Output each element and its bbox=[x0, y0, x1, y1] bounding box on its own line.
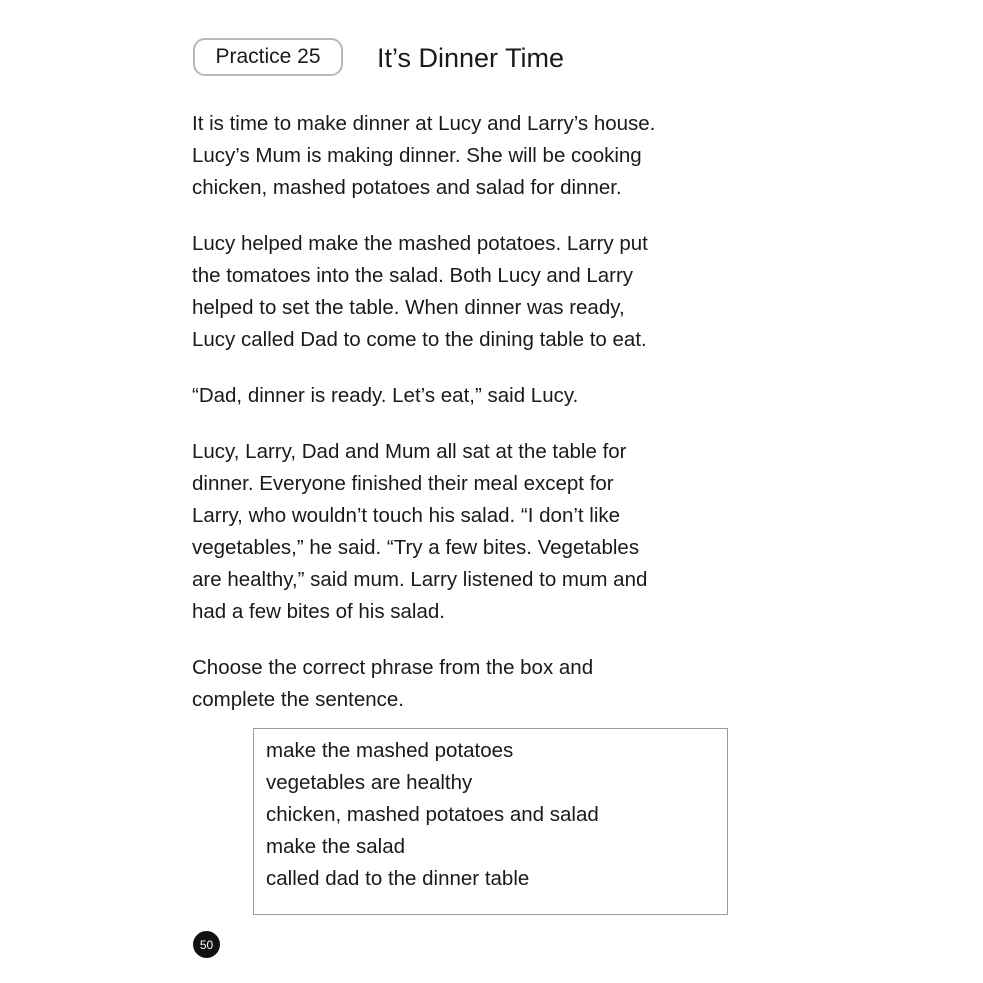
phrase-option: called dad to the dinner table bbox=[266, 867, 530, 890]
page-title: It’s Dinner Time bbox=[377, 43, 565, 73]
story-paragraph bbox=[192, 380, 712, 412]
phrase-option: make the mashed potatoes bbox=[266, 739, 514, 762]
text-line: Larry, who wouldn’t touch his salad. “I don’t like bbox=[192, 504, 621, 527]
practice-label: Practice 25 bbox=[215, 45, 321, 68]
story-text bbox=[192, 108, 712, 740]
page-number-badge bbox=[193, 931, 220, 958]
phrase-option: chicken, mashed potatoes and salad bbox=[266, 803, 599, 826]
text-line: Lucy, Larry, Dad and Mum all sat at the table for bbox=[192, 440, 627, 463]
text-line: Choose the correct phrase from the box and bbox=[192, 656, 594, 679]
instructions bbox=[192, 652, 712, 716]
text-line: Lucy called Dad to come to the dining table to eat. bbox=[192, 328, 647, 351]
story-paragraph bbox=[192, 108, 712, 204]
story-paragraph bbox=[192, 436, 712, 628]
phrase-box bbox=[253, 728, 728, 915]
text-line: “Dad, dinner is ready. Let’s eat,” said Lucy. bbox=[192, 384, 579, 407]
text-line: It is time to make dinner at Lucy and Larry’s house. bbox=[192, 112, 656, 135]
practice-badge bbox=[193, 38, 343, 76]
text-line: the tomatoes into the salad. Both Lucy and Larry bbox=[192, 264, 634, 287]
text-line: vegetables,” he said. “Try a few bites. Vegetables bbox=[192, 536, 640, 559]
text-line: had a few bites of his salad. bbox=[192, 600, 445, 623]
page-number: 50 bbox=[199, 937, 214, 952]
text-line: Lucy’s Mum is making dinner. She will be cooking bbox=[192, 144, 642, 167]
text-line: complete the sentence. bbox=[192, 688, 404, 711]
phrase-option: vegetables are healthy bbox=[266, 771, 473, 794]
text-line: Lucy helped make the mashed potatoes. Larry put bbox=[192, 232, 648, 255]
text-line: dinner. Everyone finished their meal except for bbox=[192, 472, 614, 495]
text-line: are healthy,” said mum. Larry listened to mum and bbox=[192, 568, 648, 591]
phrase-option: make the salad bbox=[266, 835, 406, 858]
story-paragraph bbox=[192, 228, 712, 356]
text-line: chicken, mashed potatoes and salad for dinner. bbox=[192, 176, 622, 199]
text-line: helped to set the table. When dinner was ready, bbox=[192, 296, 625, 319]
